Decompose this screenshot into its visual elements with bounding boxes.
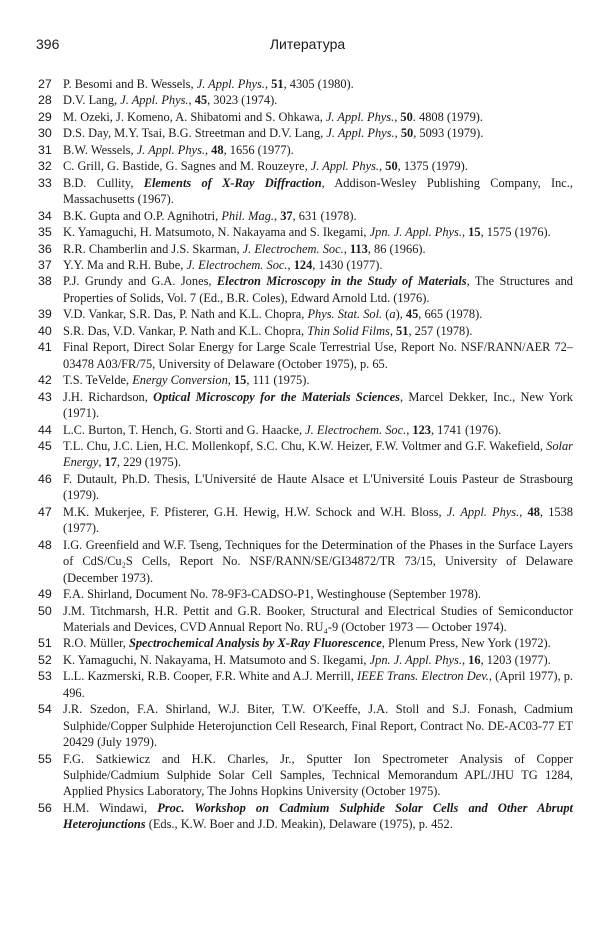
reference-text — [63, 752, 573, 799]
reference-segment: , — [519, 504, 528, 519]
reference-text — [63, 274, 573, 304]
reference-text — [63, 472, 573, 502]
reference-segment: J. Appl. Phys. — [446, 504, 520, 519]
reference-segment: P.J. Grundy and G.A. Jones, — [63, 274, 217, 289]
reference-segment: J.M. Titchmarsh, H.R. Pettit and G.R. Booker, Structural and Electrical Studies of Semiconductor Materials and Devices, CVD Annual Report No. RU₄-9 (October 1973 — October 1974). — [63, 603, 573, 634]
reference-text — [63, 93, 277, 107]
reference-segment: K. Yamaguchi, H. Matsumoto, N. Nakayama and S. Ikegami, — [63, 225, 370, 240]
reference-segment: , — [343, 241, 350, 256]
reference-entry — [38, 241, 573, 257]
reference-segment: J. Appl. Phys. — [196, 77, 265, 91]
reference-segment: C. Grill, G. Bastide, G. Sagnes and M. Rouzeyre, — [63, 159, 311, 174]
reference-entry — [38, 273, 573, 306]
reference-number: 56 — [38, 800, 52, 815]
reference-segment: J. Appl. Phys. — [120, 93, 189, 108]
reference-entry — [38, 389, 573, 422]
reference-entry — [38, 208, 573, 224]
reference-segment: J. Electrochem. Soc. — [186, 257, 288, 272]
reference-entry — [38, 339, 573, 372]
reference-entry — [38, 125, 573, 141]
reference-number: 28 — [38, 93, 52, 108]
reference-segment: IEEE Trans. Electron Dev. — [356, 669, 489, 684]
reference-segment: , 1575 (1976). — [480, 225, 551, 240]
reference-segment: (Eds., K.W. Boer and J.D. Meakin), Delaware (1975), p. 452. — [145, 817, 453, 832]
reference-number: 29 — [38, 109, 52, 124]
reference-segment: , 257 (1978). — [408, 323, 473, 338]
reference-number: 45 — [38, 438, 52, 453]
reference-segment: , Marcel Dekker, Inc., New York (1971). — [63, 389, 573, 421]
reference-segment: , 1741 (1976). — [430, 422, 502, 437]
reference-entry — [38, 323, 573, 339]
reference-entry — [38, 603, 573, 636]
reference-segment: Jpn. J. Appl. Phys. — [369, 225, 462, 240]
reference-segment: , — [394, 126, 401, 141]
reference-entry — [38, 504, 573, 537]
reference-segment: , — [273, 208, 281, 223]
reference-segment: Spectrochemical Analysis by X-Ray Fluorescence — [128, 636, 382, 651]
reference-segment: Energy Conversion — [132, 373, 228, 388]
reference-text — [63, 636, 551, 650]
reference-number: 54 — [38, 702, 52, 717]
reference-entry — [38, 751, 573, 800]
reference-segment: 51 — [271, 77, 284, 91]
reference-entry — [38, 537, 573, 586]
reference-segment: 113 — [349, 241, 368, 256]
page-header — [36, 36, 579, 56]
reference-segment: L.C. Burton, T. Hench, G. Storti and G. Haacke, — [63, 422, 306, 437]
reference-number: 43 — [38, 389, 52, 404]
reference-entry — [38, 158, 573, 174]
reference-text — [63, 307, 482, 321]
reference-entry — [38, 635, 573, 651]
reference-segment: Thin Solid Films — [307, 323, 390, 338]
reference-segment: 16 — [468, 652, 481, 667]
reference-segment: , — [389, 323, 397, 338]
reference-segment: J. Appl. Phys. — [310, 159, 380, 174]
reference-segment: Solar Energy — [63, 438, 573, 470]
reference-segment: , 229 (1975). — [116, 455, 181, 470]
reference-entry — [38, 586, 573, 602]
reference-text — [63, 126, 483, 140]
reference-text — [63, 242, 426, 256]
reference-segment: 124 — [293, 257, 313, 272]
reference-segment: 45 — [405, 307, 419, 322]
reference-segment: , — [287, 257, 294, 272]
reference-entry — [38, 175, 573, 208]
reference-segment: Optical Microscopy for the Materials Sciences — [153, 389, 400, 404]
reference-segment: . 4808 (1979). — [412, 109, 484, 124]
reference-number: 44 — [38, 422, 52, 437]
reference-number: 33 — [38, 175, 52, 190]
reference-text — [63, 702, 573, 749]
reference-segment: ), — [395, 307, 406, 322]
reference-segment: Phil. Mag. — [221, 208, 274, 223]
reference-segment: , 1375 (1979). — [397, 159, 468, 174]
reference-segment: M. Ozeki, J. Komeno, A. Shibatomi and S. Ohkawa, — [63, 109, 326, 124]
reference-text — [63, 159, 468, 173]
reference-segment: , 3023 (1974). — [207, 93, 278, 108]
reference-segment: R.O. Müller, — [63, 636, 129, 651]
reference-text — [63, 439, 573, 469]
reference-segment: , 111 (1975). — [246, 373, 310, 388]
reference-segment: , 1538 (1977). — [63, 504, 573, 536]
reference-number: 52 — [38, 652, 52, 667]
reference-number: 42 — [38, 373, 52, 388]
reference-segment: Phys. Stat. Sol. — [307, 307, 383, 322]
reference-segment: , — [264, 77, 272, 91]
reference-segment: , — [188, 93, 195, 108]
reference-segment: 50 — [400, 126, 414, 141]
reference-segment: Y.Y. Ma and R.H. Bube, — [63, 257, 187, 272]
reference-text — [63, 340, 573, 370]
reference-number: 46 — [38, 471, 52, 486]
reference-entry — [38, 257, 573, 273]
reference-segment: S.R. Das, V.D. Vankar, P. Nath and K.L. Chopra, — [63, 323, 308, 338]
running-title: Литература — [269, 36, 346, 52]
reference-segment: , (April 1977), p. 496. — [63, 669, 573, 700]
reference-segment: , 86 (1966). — [367, 241, 426, 256]
reference-segment: F. Dutault, Ph.D. Thesis, L'Université de Haute Alsace et L'Université Louis Pasteur de Strasbourg (1979). — [63, 471, 573, 503]
reference-segment: V.D. Vankar, S.R. Das, P. Nath and K.L. Chopra, — [63, 307, 308, 322]
reference-segment: J.H. Richardson, — [63, 389, 154, 404]
reference-text — [63, 110, 483, 124]
reference-number: 27 — [38, 77, 52, 91]
reference-segment: ( — [382, 307, 390, 322]
reference-number: 40 — [38, 323, 52, 338]
reference-text — [63, 77, 354, 91]
reference-text — [63, 653, 551, 667]
reference-segment: , Addison-Wesley Publishing Company, Inc., Massachusetts (1967). — [63, 175, 573, 207]
reference-segment: 15 — [468, 225, 481, 240]
reference-segment: , 5093 (1979). — [413, 126, 484, 141]
reference-entry — [38, 471, 573, 504]
reference-segment: , 665 (1978). — [418, 307, 483, 322]
reference-segment: M.K. Mukerjee, F. Pfisterer, G.H. Hewig, H.W. Schock and W.H. Bloss, — [63, 504, 447, 519]
reference-number: 55 — [38, 751, 52, 766]
reference-number: 30 — [38, 126, 52, 141]
reference-segment: T.S. TeVelde, — [63, 373, 133, 388]
reference-entry — [38, 224, 573, 240]
reference-entry — [38, 701, 573, 750]
reference-list — [38, 76, 573, 833]
reference-text — [63, 604, 573, 634]
reference-segment: 123 — [412, 422, 431, 437]
reference-number: 51 — [38, 636, 52, 651]
reference-segment: , Plenum Press, New York (1972). — [381, 636, 551, 651]
reference-segment: 50 — [400, 109, 413, 124]
reference-number: 31 — [38, 142, 52, 157]
reference-segment: , — [227, 373, 234, 388]
reference-number: 53 — [38, 669, 52, 684]
reference-segment: B.W. Wessels, — [63, 142, 137, 157]
reference-segment: 15 — [233, 373, 247, 388]
reference-segment: H.M. Windawi, — [63, 800, 158, 815]
reference-segment: , — [461, 225, 469, 240]
reference-segment: , 1430 (1977). — [312, 257, 383, 272]
reference-segment: J. Appl. Phys. — [136, 142, 205, 157]
reference-segment: , — [204, 142, 212, 157]
reference-number: 36 — [38, 241, 52, 256]
reference-segment: 50 — [385, 159, 398, 174]
reference-number: 49 — [38, 587, 52, 602]
reference-number: 41 — [38, 340, 52, 355]
reference-number: 34 — [38, 208, 52, 223]
reference-entry — [38, 800, 573, 833]
reference-segment: J. Appl. Phys. — [326, 126, 395, 141]
reference-number: 37 — [38, 257, 52, 272]
reference-entry — [38, 668, 573, 701]
reference-text — [63, 176, 573, 206]
reference-segment: , — [461, 652, 469, 667]
reference-segment: J. Electrochem. Soc. — [305, 422, 407, 437]
reference-segment: Electron Microscopy in the Study of Materials — [216, 274, 467, 289]
reference-segment: , — [406, 422, 413, 437]
reference-segment: , 631 (1978). — [292, 208, 357, 223]
reference-segment: K. Yamaguchi, N. Nakayama, H. Matsumoto and S. Ikegami, — [63, 652, 370, 667]
reference-segment: Elements of X-Ray Diffraction — [143, 175, 322, 190]
reference-segment: , 4305 (1980). — [283, 77, 354, 91]
reference-segment: J. Electrochem. Soc. — [242, 241, 344, 256]
reference-text — [63, 505, 573, 535]
reference-segment: Proc. Workshop on Cadmium Sulphide Solar Cells and Other Abrupt Heterojunctions — [63, 800, 573, 832]
reference-segment: B.D. Cullity, — [63, 175, 144, 190]
reference-segment: , 1656 (1977). — [223, 142, 294, 157]
reference-entry — [38, 92, 573, 108]
reference-segment: F.G. Satkiewicz and H.K. Charles, Jr., Sputter Ion Spectrometer Analysis of Copper Sulphide/Cadmium Sulphide Solar Cell Samples, Technical Memorandum APL/JHU TG 1284, Applied Physics Laboratory, The Johns Hopkins University (October 1975). — [63, 751, 573, 799]
reference-segment: 45 — [194, 93, 208, 108]
reference-segment: J. Appl. Phys. — [325, 109, 395, 124]
reference-segment: J.R. Szedon, F.A. Shirland, W.J. Biter, T.W. O'Keeffe, J.A. Stoll and S.J. Fonash, Cadmium Sulphide/Copper Sulphide Heterojunction Cell Research, Final Report, Contract No. DE-AC03-77 ET 20429 (July 1979). — [63, 702, 573, 750]
reference-segment: Final Report, Direct Solar Energy for Large Scale Terrestrial Use, Report No. NSF/RANN/AER 72–03478 A03/FR/75, University of Delaware (October 1975), p. 65. — [63, 340, 573, 371]
reference-number: 35 — [38, 225, 52, 240]
reference-segment: F.A. Shirland, Document No. 78-9F3-CADSO-P1, Westinghouse (September 1978). — [63, 587, 482, 602]
reference-entry — [38, 109, 573, 125]
reference-segment: , — [98, 455, 105, 470]
reference-segment: R.R. Chamberlin and J.S. Skarman, — [63, 241, 243, 256]
reference-segment: D.S. Day, M.Y. Tsai, B.G. Streetman and D.V. Lang, — [63, 126, 327, 141]
reference-segment: , — [379, 159, 386, 174]
reference-entry — [38, 306, 573, 322]
reference-number: 48 — [38, 537, 52, 552]
reference-text — [63, 423, 501, 437]
page-number: 396 — [36, 36, 60, 52]
reference-text — [63, 538, 573, 585]
reference-segment: Jpn. J. Appl. Phys. — [369, 652, 462, 667]
reference-segment: , The Structures and Properties of Solids, Vol. 7 (Ed., B.R. Coles), Edward Arnold Ltd. (1976). — [63, 274, 574, 305]
reference-entry — [38, 372, 573, 388]
reference-text — [63, 801, 573, 831]
reference-segment: 48 — [527, 504, 540, 519]
reference-number: 50 — [38, 603, 52, 618]
reference-text — [63, 258, 383, 272]
reference-text — [63, 669, 573, 699]
reference-entry — [38, 422, 573, 438]
reference-segment: 17 — [104, 455, 117, 470]
reference-segment: D.V. Lang, — [63, 93, 121, 108]
reference-segment: P. Besomi and B. Wessels, — [63, 77, 197, 91]
reference-number: 32 — [38, 159, 52, 174]
reference-segment: a — [389, 307, 396, 322]
reference-segment: B.K. Gupta and O.P. Agnihotri, — [63, 208, 222, 223]
reference-number: 38 — [38, 274, 52, 289]
reference-number: 47 — [38, 504, 52, 519]
reference-text — [63, 373, 309, 387]
reference-segment: T.L. Chu, J.C. Lien, H.C. Mollenkopf, S.C. Chu, K.W. Heizer, F.W. Voltmer and G.F. Wakefield, — [63, 438, 547, 453]
reference-entry — [38, 142, 573, 158]
reference-number: 39 — [38, 307, 52, 322]
reference-segment: 48 — [211, 142, 224, 157]
reference-entry — [38, 438, 573, 471]
reference-entry — [38, 652, 573, 668]
reference-text — [63, 225, 551, 239]
reference-segment: , — [394, 109, 401, 124]
reference-text — [63, 390, 573, 420]
reference-entry — [38, 76, 573, 92]
reference-text — [63, 587, 481, 601]
reference-text — [63, 324, 472, 338]
reference-segment: 37 — [280, 208, 293, 223]
reference-text — [63, 143, 294, 157]
reference-segment: , 1203 (1977). — [480, 652, 551, 667]
reference-text — [63, 209, 357, 223]
reference-segment: I.G. Greenfield and W.F. Tseng, Techniques for the Determination of the Phases in the Surface Layers of CdS/Cu₂S Cells, Report No. NSF/RANN/SE/GI34872/TR 73/15, University of Delaware (December 1973). — [63, 537, 573, 585]
reference-segment: L.L. Kazmerski, R.B. Cooper, F.R. White and A.J. Merrill, — [63, 669, 357, 684]
reference-segment: 51 — [396, 323, 409, 338]
